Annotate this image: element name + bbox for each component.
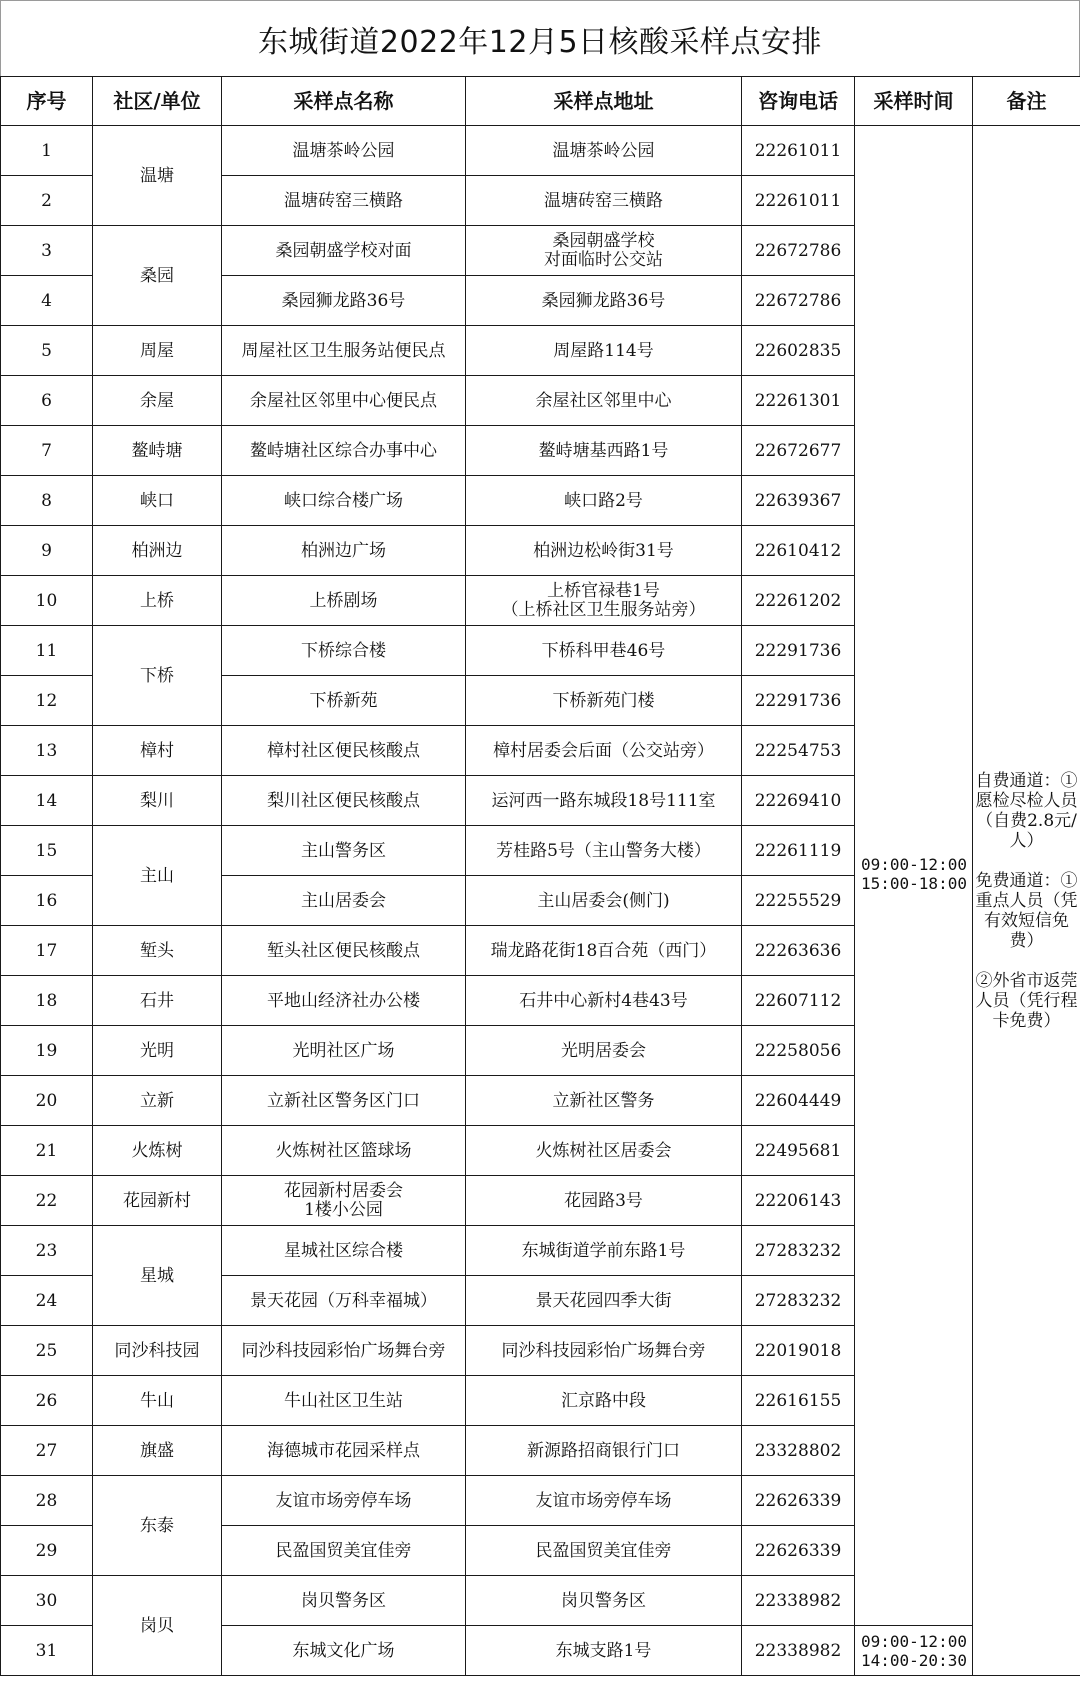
site-name: 余屋社区邻里中心便民点 bbox=[222, 376, 466, 426]
site-address: 周屋路114号 bbox=[466, 326, 742, 376]
row-number: 8 bbox=[1, 476, 93, 526]
site-address: 主山居委会(侧门) bbox=[466, 876, 742, 926]
row-number: 5 bbox=[1, 326, 93, 376]
site-address: 柏洲边松岭街31号 bbox=[466, 526, 742, 576]
row-number: 30 bbox=[1, 1576, 93, 1626]
row-number: 15 bbox=[1, 826, 93, 876]
site-name: 梨川社区便民核酸点 bbox=[222, 776, 466, 826]
phone-number: 22672786 bbox=[742, 276, 855, 326]
community-name: 星城 bbox=[93, 1226, 222, 1326]
site-name: 海德城市花园采样点 bbox=[222, 1426, 466, 1476]
phone-number: 22616155 bbox=[742, 1376, 855, 1426]
row-number: 12 bbox=[1, 676, 93, 726]
row-number: 20 bbox=[1, 1076, 93, 1126]
phone-number: 22291736 bbox=[742, 626, 855, 676]
site-address: 石井中心新村4巷43号 bbox=[466, 976, 742, 1026]
community-name: 火炼树 bbox=[93, 1126, 222, 1176]
row-number: 24 bbox=[1, 1276, 93, 1326]
site-name: 友谊市场旁停车场 bbox=[222, 1476, 466, 1526]
community-name: 周屋 bbox=[93, 326, 222, 376]
table-row bbox=[1, 126, 1080, 176]
site-address: 瑞龙路花街18百合苑（西门） bbox=[466, 926, 742, 976]
site-address: 景天花园四季大街 bbox=[466, 1276, 742, 1326]
site-address: 汇京路中段 bbox=[466, 1376, 742, 1426]
site-address: 东城街道学前东路1号 bbox=[466, 1226, 742, 1276]
row-number: 10 bbox=[1, 576, 93, 626]
row-number: 25 bbox=[1, 1326, 93, 1376]
community-name: 立新 bbox=[93, 1076, 222, 1126]
phone-number: 22263636 bbox=[742, 926, 855, 976]
community-name: 温塘 bbox=[93, 126, 222, 226]
site-name: 星城社区综合楼 bbox=[222, 1226, 466, 1276]
site-name: 牛山社区卫生站 bbox=[222, 1376, 466, 1426]
site-address: 光明居委会 bbox=[466, 1026, 742, 1076]
site-address: 友谊市场旁停车场 bbox=[466, 1476, 742, 1526]
site-name: 景天花园（万科幸福城） bbox=[222, 1276, 466, 1326]
sampling-time-main bbox=[855, 126, 973, 1626]
time-range: 15:00-18:00 bbox=[861, 873, 967, 893]
phone-number: 27283232 bbox=[742, 1276, 855, 1326]
site-name: 温塘茶岭公园 bbox=[222, 126, 466, 176]
site-address: 东城支路1号 bbox=[466, 1626, 742, 1676]
site-name: 樟村社区便民核酸点 bbox=[222, 726, 466, 776]
site-address: 桑园朝盛学校 对面临时公交站 bbox=[466, 226, 742, 276]
community-name: 鳌峙塘 bbox=[93, 426, 222, 476]
phone-number: 22261202 bbox=[742, 576, 855, 626]
phone-number: 22672786 bbox=[742, 226, 855, 276]
row-number: 16 bbox=[1, 876, 93, 926]
row-number: 31 bbox=[1, 1626, 93, 1676]
phone-number: 22269410 bbox=[742, 776, 855, 826]
phone-number: 22626339 bbox=[742, 1476, 855, 1526]
row-number: 13 bbox=[1, 726, 93, 776]
schedule-table bbox=[0, 76, 1080, 1676]
site-name: 下桥综合楼 bbox=[222, 626, 466, 676]
header-time: 采样时间 bbox=[855, 77, 973, 126]
site-address: 花园路3号 bbox=[466, 1176, 742, 1226]
site-name: 桑园狮龙路36号 bbox=[222, 276, 466, 326]
community-name: 余屋 bbox=[93, 376, 222, 426]
phone-number: 22261301 bbox=[742, 376, 855, 426]
community-name: 桑园 bbox=[93, 226, 222, 326]
header-notes: 备注 bbox=[973, 77, 1080, 126]
phone-number: 22672677 bbox=[742, 426, 855, 476]
row-number: 11 bbox=[1, 626, 93, 676]
community-name: 樟村 bbox=[93, 726, 222, 776]
row-number: 18 bbox=[1, 976, 93, 1026]
row-number: 26 bbox=[1, 1376, 93, 1426]
site-address: 下桥科甲巷46号 bbox=[466, 626, 742, 676]
community-name: 同沙科技园 bbox=[93, 1326, 222, 1376]
site-name: 桑园朝盛学校对面 bbox=[222, 226, 466, 276]
site-name: 主山警务区 bbox=[222, 826, 466, 876]
community-name: 柏洲边 bbox=[93, 526, 222, 576]
community-name: 花园新村 bbox=[93, 1176, 222, 1226]
time-range: 09:00-12:00 bbox=[861, 854, 967, 874]
site-address: 火炼树社区居委会 bbox=[466, 1126, 742, 1176]
site-address: 民盈国贸美宜佳旁 bbox=[466, 1526, 742, 1576]
site-name: 同沙科技园彩怡广场舞台旁 bbox=[222, 1326, 466, 1376]
site-address: 樟村居委会后面（公交站旁） bbox=[466, 726, 742, 776]
phone-number: 22261011 bbox=[742, 176, 855, 226]
row-number: 4 bbox=[1, 276, 93, 326]
site-name: 主山居委会 bbox=[222, 876, 466, 926]
phone-number: 22261119 bbox=[742, 826, 855, 876]
row-number: 28 bbox=[1, 1476, 93, 1526]
community-name: 牛山 bbox=[93, 1376, 222, 1426]
site-address: 下桥新苑门楼 bbox=[466, 676, 742, 726]
page-title: 东城街道2022年12月5日核酸采样点安排 bbox=[0, 0, 1080, 77]
time-range: 09:00-12:00 bbox=[861, 1631, 967, 1651]
phone-number: 22254753 bbox=[742, 726, 855, 776]
community-name: 岗贝 bbox=[93, 1576, 222, 1676]
phone-number: 27283232 bbox=[742, 1226, 855, 1276]
site-address: 芳桂路5号（主山警务大楼） bbox=[466, 826, 742, 876]
phone-number: 22604449 bbox=[742, 1076, 855, 1126]
site-name: 立新社区警务区门口 bbox=[222, 1076, 466, 1126]
site-address: 同沙科技园彩怡广场舞台旁 bbox=[466, 1326, 742, 1376]
site-address: 新源路招商银行门口 bbox=[466, 1426, 742, 1476]
notes-cell: 自费通道：①愿检尽检人员（自费2.8元/人） 免费通道：①重点人员（凭有效短信免费） ②外省市返莞人员（凭行程卡免费） bbox=[973, 126, 1080, 1676]
site-name: 光明社区广场 bbox=[222, 1026, 466, 1076]
phone-number: 23328802 bbox=[742, 1426, 855, 1476]
site-address: 鳌峙塘基西路1号 bbox=[466, 426, 742, 476]
community-name: 下桥 bbox=[93, 626, 222, 726]
header-no: 序号 bbox=[1, 77, 93, 126]
row-number: 22 bbox=[1, 1176, 93, 1226]
phone-number: 22338982 bbox=[742, 1626, 855, 1676]
row-number: 21 bbox=[1, 1126, 93, 1176]
phone-number: 22261011 bbox=[742, 126, 855, 176]
site-address: 运河西一路东城段18号111室 bbox=[466, 776, 742, 826]
phone-number: 22626339 bbox=[742, 1526, 855, 1576]
header-row bbox=[1, 77, 1080, 126]
site-address: 温塘砖窑三横路 bbox=[466, 176, 742, 226]
site-address: 温塘茶岭公园 bbox=[466, 126, 742, 176]
phone-number: 22255529 bbox=[742, 876, 855, 926]
site-name: 花园新村居委会 1楼小公园 bbox=[222, 1176, 466, 1226]
row-number: 14 bbox=[1, 776, 93, 826]
community-name: 石井 bbox=[93, 976, 222, 1026]
site-name: 岗贝警务区 bbox=[222, 1576, 466, 1626]
site-address: 岗贝警务区 bbox=[466, 1576, 742, 1626]
site-name: 火炼树社区篮球场 bbox=[222, 1126, 466, 1176]
community-name: 峡口 bbox=[93, 476, 222, 526]
site-name: 柏洲边广场 bbox=[222, 526, 466, 576]
phone-number: 22258056 bbox=[742, 1026, 855, 1076]
phone-number: 22602835 bbox=[742, 326, 855, 376]
row-number: 2 bbox=[1, 176, 93, 226]
phone-number: 22610412 bbox=[742, 526, 855, 576]
row-number: 17 bbox=[1, 926, 93, 976]
site-name: 下桥新苑 bbox=[222, 676, 466, 726]
site-name: 峡口综合楼广场 bbox=[222, 476, 466, 526]
phone-number: 22639367 bbox=[742, 476, 855, 526]
row-number: 6 bbox=[1, 376, 93, 426]
phone-number: 22019018 bbox=[742, 1326, 855, 1376]
community-name: 光明 bbox=[93, 1026, 222, 1076]
community-name: 上桥 bbox=[93, 576, 222, 626]
header-community: 社区/单位 bbox=[93, 77, 222, 126]
community-name: 堑头 bbox=[93, 926, 222, 976]
site-name: 平地山经济社办公楼 bbox=[222, 976, 466, 1026]
header-site: 采样点名称 bbox=[222, 77, 466, 126]
community-name: 旗盛 bbox=[93, 1426, 222, 1476]
phone-number: 22338982 bbox=[742, 1576, 855, 1626]
site-address: 立新社区警务 bbox=[466, 1076, 742, 1126]
row-number: 7 bbox=[1, 426, 93, 476]
site-name: 周屋社区卫生服务站便民点 bbox=[222, 326, 466, 376]
row-number: 9 bbox=[1, 526, 93, 576]
community-name: 梨川 bbox=[93, 776, 222, 826]
sampling-time-last bbox=[855, 1626, 973, 1676]
row-number: 1 bbox=[1, 126, 93, 176]
site-name: 上桥剧场 bbox=[222, 576, 466, 626]
phone-number: 22607112 bbox=[742, 976, 855, 1026]
header-phone: 咨询电话 bbox=[742, 77, 855, 126]
time-range: 14:00-20:30 bbox=[861, 1650, 967, 1670]
site-address: 桑园狮龙路36号 bbox=[466, 276, 742, 326]
site-address: 余屋社区邻里中心 bbox=[466, 376, 742, 426]
row-number: 27 bbox=[1, 1426, 93, 1476]
row-number: 29 bbox=[1, 1526, 93, 1576]
site-address: 峡口路2号 bbox=[466, 476, 742, 526]
site-name: 温塘砖窑三横路 bbox=[222, 176, 466, 226]
community-name: 主山 bbox=[93, 826, 222, 926]
community-name: 东泰 bbox=[93, 1476, 222, 1576]
row-number: 23 bbox=[1, 1226, 93, 1276]
site-name: 民盈国贸美宜佳旁 bbox=[222, 1526, 466, 1576]
site-name: 堑头社区便民核酸点 bbox=[222, 926, 466, 976]
phone-number: 22206143 bbox=[742, 1176, 855, 1226]
header-address: 采样点地址 bbox=[466, 77, 742, 126]
phone-number: 22291736 bbox=[742, 676, 855, 726]
site-address: 上桥官禄巷1号 （上桥社区卫生服务站旁） bbox=[466, 576, 742, 626]
row-number: 19 bbox=[1, 1026, 93, 1076]
row-number: 3 bbox=[1, 226, 93, 276]
site-name: 东城文化广场 bbox=[222, 1626, 466, 1676]
site-name: 鳌峙塘社区综合办事中心 bbox=[222, 426, 466, 476]
phone-number: 22495681 bbox=[742, 1126, 855, 1176]
